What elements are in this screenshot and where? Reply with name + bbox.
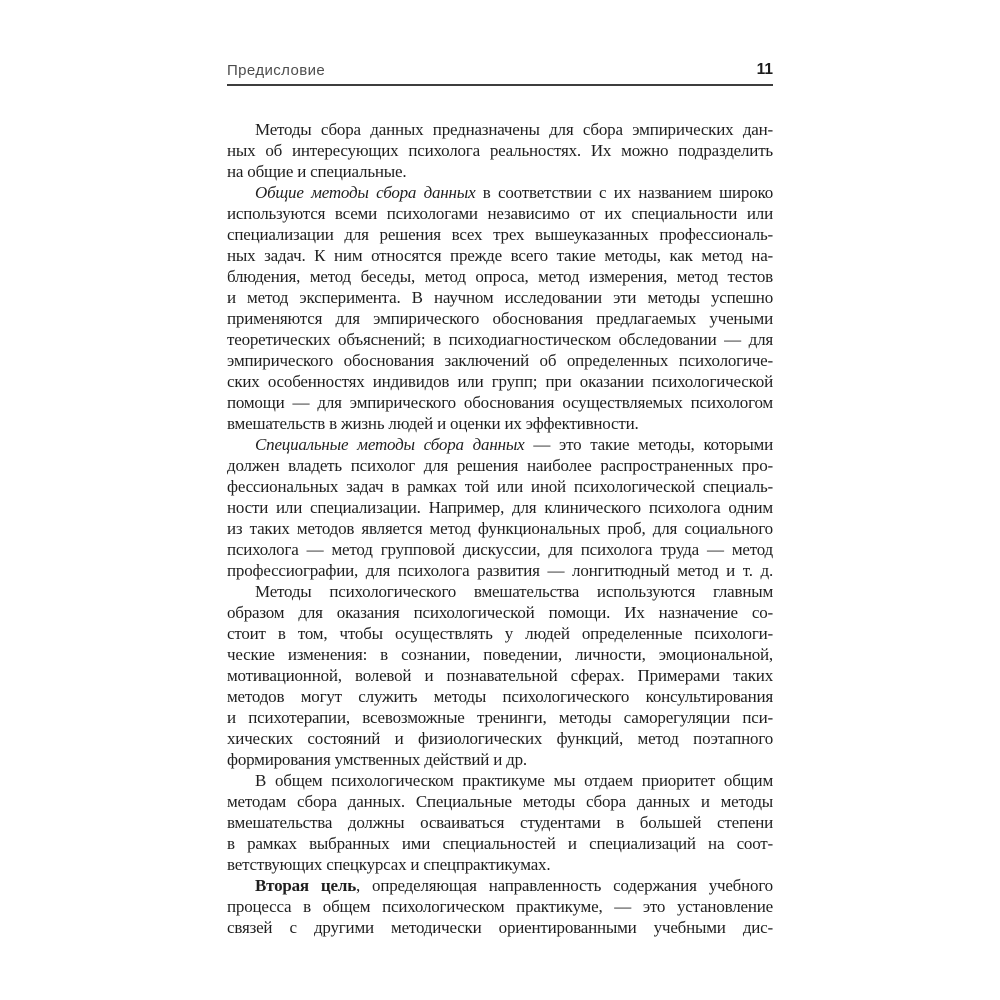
text-run: Методы психологического вмешательства используются главным (255, 582, 773, 601)
text-line (227, 791, 773, 812)
text-line (227, 833, 773, 854)
text-line (227, 203, 773, 224)
text-run: ных задач. К ним относятся прежде всего такие методы, как метод на- (227, 246, 773, 265)
text-run: вмешательств в жизнь людей и оценки их эффективности. (227, 414, 639, 433)
text-run: ских особенностях индивидов или групп; при оказании психологической (227, 372, 773, 391)
text-run: процесса в общем психологическом практикуме, — это установление (227, 897, 773, 916)
text-line (227, 266, 773, 287)
text-line (227, 224, 773, 245)
text-run: формирования умственных действий и др. (227, 750, 527, 769)
text-run: специализации для решения всех трех вышеуказанных профессиональ- (227, 225, 773, 244)
text-line (227, 581, 773, 602)
text-run: ных об интересующих психолога реальностях. Их можно подразделить (227, 141, 773, 160)
text-run: помощи — для эмпирического обоснования осуществляемых психологом (227, 393, 773, 412)
text-line (227, 728, 773, 749)
text-run: эмпирического обоснования заключений об определенных психологиче- (227, 351, 773, 370)
text-run: фессиональных задач в рамках той или иной психологической специаль- (227, 477, 773, 496)
text-run: и метод эксперимента. В научном исследовании эти методы успешно (227, 288, 773, 307)
paragraph (227, 770, 773, 875)
text-run: Методы сбора данных предназначены для сбора эмпирических дан- (255, 120, 773, 139)
text-run: ветствующих спецкурсах и спецпрактикумах. (227, 855, 551, 874)
text-line (227, 371, 773, 392)
text-line (227, 350, 773, 371)
text-line (227, 308, 773, 329)
text-line (227, 161, 773, 182)
text-run: профессиографии, для психолога развития — лонгитюдный метод и т. д. (227, 561, 773, 580)
text-line (227, 623, 773, 644)
text-run: ческие изменения: в сознании, поведении, личности, эмоциональной, (227, 645, 773, 664)
text-line (227, 476, 773, 497)
text-line (227, 518, 773, 539)
text-line (227, 665, 773, 686)
text-line (227, 539, 773, 560)
text-line (227, 497, 773, 518)
text-line (227, 560, 773, 581)
bold-run: Вторая цель (255, 876, 356, 895)
text-run: в соответствии с их названием широко (475, 183, 773, 202)
text-line (227, 245, 773, 266)
paragraph (227, 182, 773, 434)
text-run: теоретических объяснений; в психодиагностическом обследовании — для (227, 330, 773, 349)
text-run: — это такие методы, которыми (524, 435, 773, 454)
text-line (227, 707, 773, 728)
text-line (227, 287, 773, 308)
text-line (227, 875, 773, 896)
text-line (227, 434, 773, 455)
text-run: применяются для эмпирического обоснования предлагаемых учеными (227, 309, 773, 328)
text-line (227, 140, 773, 161)
text-run: должен владеть психолог для решения наиболее распространенных про- (227, 456, 773, 475)
text-run: используются всеми психологами независимо от их специальности или (227, 204, 773, 223)
text-run: психолога — метод групповой дискуссии, для психолога труда — метод (227, 540, 773, 559)
text-run: вмешательства должны осваиваться студентами в большей степени (227, 813, 773, 832)
text-run: методов могут служить методы психологического консультирования (227, 687, 773, 706)
text-run: ности или специализации. Например, для клинического психолога одним (227, 498, 773, 517)
text-run: методам сбора данных. Специальные методы сбора данных и методы (227, 792, 773, 811)
text-line (227, 329, 773, 350)
text-line (227, 602, 773, 623)
text-run: связей с другими методически ориентированными учебными дис- (227, 918, 773, 937)
paragraph (227, 581, 773, 770)
italic-run: Специальные методы сбора данных (255, 435, 525, 454)
text-run: из таких методов является метод функциональных проб, для социального (227, 519, 773, 538)
text-run: на общие и специальные. (227, 162, 407, 181)
page-header (227, 61, 773, 86)
text-run: стоит в том, чтобы осуществлять у людей определенные психологи- (227, 624, 773, 643)
text-line (227, 749, 773, 770)
text-line (227, 854, 773, 875)
text-line (227, 182, 773, 203)
text-run: в рамках выбранных ими специальностей и специализаций на соот- (227, 834, 773, 853)
paragraph (227, 434, 773, 581)
text-line (227, 413, 773, 434)
text-run: образом для оказания психологической помощи. Их назначение со- (227, 603, 773, 622)
text-run: мотивационной, волевой и познавательной сферах. Примерами таких (227, 666, 773, 685)
text-run: , определяющая направленность содержания учебного (355, 876, 773, 895)
running-title: Предисловие (227, 62, 326, 79)
text-line (227, 812, 773, 833)
text-run: В общем психологическом практикуме мы отдаем приоритет общим (255, 771, 773, 790)
paragraph (227, 119, 773, 182)
text-line (227, 455, 773, 476)
text-run: и психотерапии, всевозможные тренинги, методы саморегуляции пси- (227, 708, 773, 727)
text-run: блюдения, метод беседы, метод опроса, метод измерения, метод тестов (227, 267, 773, 286)
text-run: хических состояний и физиологических функций, метод поэтапного (227, 729, 773, 748)
body-text (227, 119, 773, 938)
italic-run: Общие методы сбора данных (255, 183, 476, 202)
text-line (227, 392, 773, 413)
text-line (227, 686, 773, 707)
paragraph (227, 875, 773, 938)
text-line (227, 644, 773, 665)
text-line (227, 119, 773, 140)
page-number: 11 (756, 61, 773, 78)
text-line (227, 917, 773, 938)
text-line (227, 896, 773, 917)
text-line (227, 770, 773, 791)
